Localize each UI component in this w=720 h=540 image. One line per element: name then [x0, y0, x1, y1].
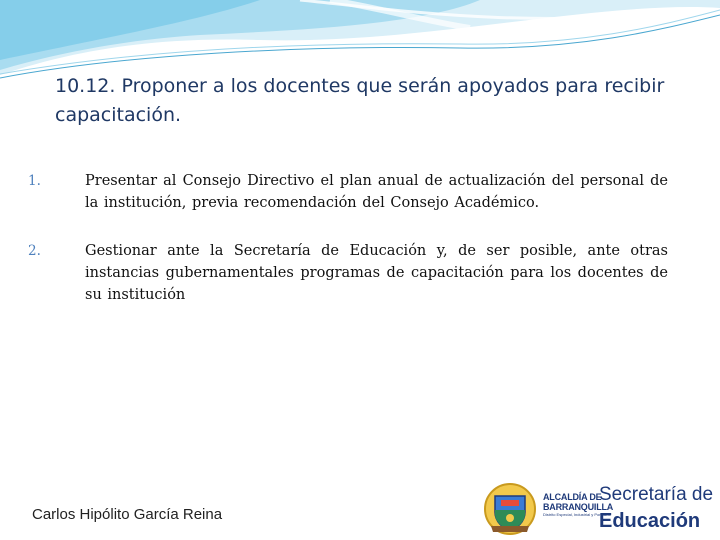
alcaldia-line3: Distrito Especial, Industrial y Portuario — [543, 512, 611, 517]
city-coat-of-arms-icon — [483, 482, 537, 536]
list-item — [28, 240, 668, 306]
alcaldia-logo-text — [543, 492, 614, 518]
numbered-list — [28, 170, 668, 332]
list-item-number: 2. — [28, 243, 41, 259]
alcaldia-line2: BARRANQUILLA — [543, 502, 614, 512]
list-item-text: Presentar al Consejo Directivo el plan anual de actualización del personal de la institución, previa recomendación del Consejo Académico. — [85, 173, 668, 211]
slide-title: 10.12. Proponer a los docentes que serán apoyados para recibir capacitación. — [55, 75, 665, 126]
footer-logos — [483, 480, 720, 540]
list-item-text: Gestionar ante la Secretaría de Educación y, de ser posible, ante otras instancias gubernamentales programas de capacitación para los docentes de su institución — [85, 243, 668, 303]
educacion-label: Educación — [599, 510, 701, 532]
secretaria-label: Secretaría de — [599, 484, 714, 505]
list-item-number: 1. — [28, 173, 41, 189]
author-name: Carlos Hipólito García Reina — [32, 506, 223, 523]
alcaldia-line1: ALCALDÍA DE — [543, 492, 602, 502]
list-item — [28, 170, 668, 214]
